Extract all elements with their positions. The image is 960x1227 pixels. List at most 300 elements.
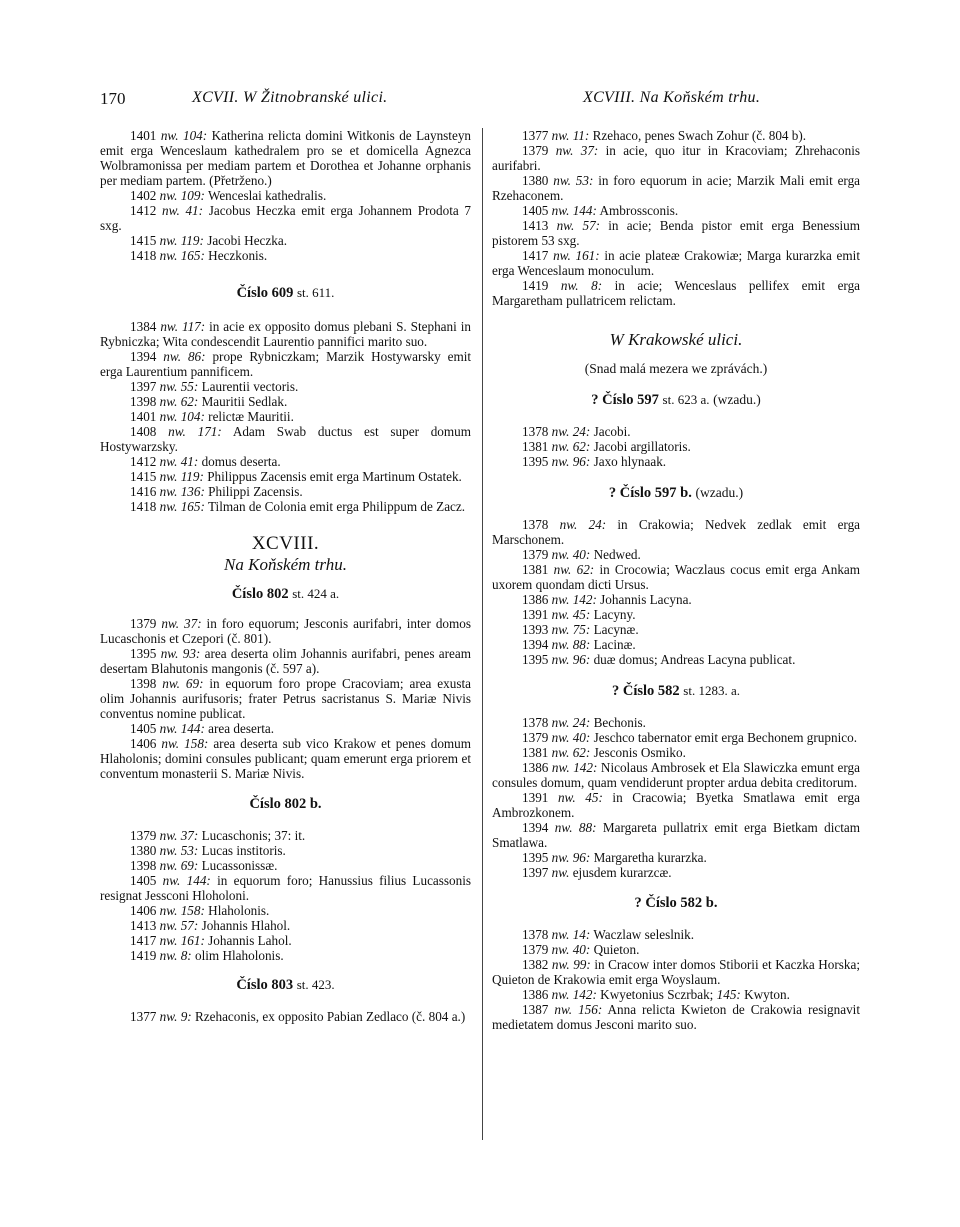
entry-abbrev: nw. bbox=[159, 843, 178, 858]
entry-abbrev: nw. bbox=[163, 349, 182, 364]
entry-year: 1380 bbox=[522, 173, 549, 188]
entry-abbrev: nw. bbox=[160, 128, 179, 143]
record-entry bbox=[492, 454, 860, 469]
entry-page-ref: 8: bbox=[180, 948, 192, 963]
entry-page-ref: 45: bbox=[572, 607, 591, 622]
entry-year: 1381 bbox=[522, 439, 549, 454]
record-entry bbox=[100, 646, 471, 676]
entry-abbrev: nw. bbox=[160, 646, 179, 661]
entry-year: 1401 bbox=[130, 128, 157, 143]
entry-abbrev: nw. bbox=[554, 1002, 573, 1017]
record-entry bbox=[100, 843, 471, 858]
entry-page-ref: 88: bbox=[572, 637, 591, 652]
entry-abbrev: nw. bbox=[551, 607, 570, 622]
entry-text: domus deserta. bbox=[201, 454, 281, 469]
entry-abbrev: nw. bbox=[161, 736, 180, 751]
entry-page-ref: 161: bbox=[575, 248, 600, 263]
entry-page-ref: 45: bbox=[585, 790, 603, 805]
entries-block bbox=[100, 319, 471, 514]
running-header bbox=[100, 89, 860, 113]
house-heading: Číslo 803 st. 423. bbox=[236, 977, 335, 993]
record-entry bbox=[100, 499, 471, 514]
record-entry bbox=[492, 745, 860, 760]
entry-page-ref: 142: bbox=[572, 987, 597, 1002]
entry-page-ref: 86: bbox=[187, 349, 206, 364]
entry-text: Kwyetonius Sczrbak; bbox=[600, 987, 714, 1002]
entry-abbrev: nw. bbox=[551, 547, 570, 562]
entry-page-ref: 136: bbox=[180, 484, 205, 499]
record-entry bbox=[492, 622, 860, 637]
entry-abbrev: nw. bbox=[551, 942, 570, 957]
entry-abbrev: nw. bbox=[551, 652, 570, 667]
entry-abbrev: nw. bbox=[551, 622, 570, 637]
entry-abbrev: nw. bbox=[551, 592, 570, 607]
record-entry bbox=[100, 484, 471, 499]
entry-page-ref: 62: bbox=[572, 745, 591, 760]
record-entry bbox=[492, 424, 860, 439]
entry-abbrev: nw. bbox=[553, 173, 571, 188]
entry-abbrev: nw. bbox=[159, 828, 178, 843]
entry-text: Nedwed. bbox=[593, 547, 641, 562]
record-entry bbox=[492, 439, 860, 454]
record-entry bbox=[492, 942, 860, 957]
entry-abbrev: nw. bbox=[551, 439, 570, 454]
entry-text: Jeschco tabernator emit erga Bechonem grupnico. bbox=[593, 730, 857, 745]
entry-page-ref: 8: bbox=[591, 278, 603, 293]
entry-page-ref: 156: bbox=[578, 1002, 603, 1017]
entry-text: Johannis Lacyna. bbox=[600, 592, 692, 607]
record-entry bbox=[100, 933, 471, 948]
record-entry bbox=[492, 865, 860, 880]
entry-year: 1416 bbox=[130, 484, 157, 499]
entry-year: 1398 bbox=[130, 676, 157, 691]
entry-abbrev: nw. bbox=[551, 424, 570, 439]
record-entry bbox=[492, 987, 860, 1002]
entry-page-ref: 96: bbox=[572, 652, 591, 667]
entry-text: Jesconis Osmiko. bbox=[593, 745, 686, 760]
entry-text: in foro equorum in acie; Marzik Mali emit erga Rzehaconem. bbox=[492, 173, 861, 203]
entry-page-ref: 104: bbox=[180, 409, 205, 424]
record-entry bbox=[492, 607, 860, 622]
chapter-number: XCVIII. bbox=[251, 533, 320, 554]
record-entry bbox=[100, 903, 471, 918]
entry-abbrev: nw. bbox=[159, 394, 178, 409]
entry-text: Bechonis. bbox=[593, 715, 646, 730]
entry-text: Quieton. bbox=[593, 942, 640, 957]
entry-text: in Cracow inter domos Stiborii et Kaczka Horska; Quieton de Krakowia emit erga Woyslaum. bbox=[492, 957, 861, 987]
entry-page-ref: 117: bbox=[181, 319, 206, 334]
entry-year: 1419 bbox=[522, 278, 549, 293]
entry-year: 1405 bbox=[522, 203, 549, 218]
entry-year: 1398 bbox=[130, 394, 157, 409]
entry-text: Lucaschonis; 37: it. bbox=[201, 828, 306, 843]
entry-year: 1418 bbox=[130, 499, 157, 514]
house-heading: ? Číslo 582 st. 1283. a. bbox=[612, 683, 740, 699]
record-entry bbox=[492, 652, 860, 667]
entry-text: Johannis Hlahol. bbox=[201, 918, 291, 933]
entry-text: in Cracowia; Byetka Smatlawa emit erga Ambrozkonem. bbox=[492, 790, 861, 820]
entry-page-ref: 9: bbox=[180, 1009, 192, 1024]
entries-block bbox=[100, 128, 471, 263]
entry-year: 1395 bbox=[130, 646, 157, 661]
record-entry bbox=[492, 128, 860, 143]
entry-abbrev: nw. bbox=[159, 233, 178, 248]
record-entry bbox=[100, 873, 471, 903]
entry-page-ref: 41: bbox=[185, 203, 204, 218]
entry-abbrev: nw. bbox=[551, 715, 570, 730]
entry-year: 1397 bbox=[130, 379, 157, 394]
entry-text: area deserta olim Johannis aurifabri, penes aream desertam Blahutonis mangonis (č. 597 a). bbox=[100, 646, 472, 676]
house-heading: ? Číslo 597 b. (wzadu.) bbox=[608, 485, 744, 501]
entry-text: in Crocowia; Waczlaus cocus emit erga Ankam uxorem quondam dicti Ursus. bbox=[492, 562, 861, 592]
entry-abbrev: nw. bbox=[551, 987, 570, 1002]
entry-year: 1408 bbox=[130, 424, 157, 439]
entry-text: area deserta. bbox=[208, 721, 275, 736]
house-heading: Číslo 609 st. 611. bbox=[236, 285, 335, 301]
entry-year: 1377 bbox=[130, 1009, 157, 1024]
entry-abbrev: nw. bbox=[159, 454, 178, 469]
entry-year: 1395 bbox=[522, 652, 549, 667]
entry-year: 1386 bbox=[522, 987, 549, 1002]
entry-page-ref: 40: bbox=[572, 730, 591, 745]
entry-abbrev: nw. bbox=[159, 918, 178, 933]
house-heading: Číslo 802 b. bbox=[249, 796, 322, 812]
entry-year: 1379 bbox=[522, 942, 549, 957]
record-entry bbox=[492, 562, 860, 592]
entry-text: Hlaholonis. bbox=[208, 903, 270, 918]
entry-text: relictæ Mauritii. bbox=[208, 409, 294, 424]
entry-year: 1391 bbox=[522, 790, 549, 805]
entry-page-ref: 69: bbox=[180, 858, 199, 873]
entry-text: Rzehaconis, ex opposito Pabian Zedlaco (č. 804 a.) bbox=[194, 1009, 466, 1024]
record-entry bbox=[492, 927, 860, 942]
record-entry bbox=[100, 409, 471, 424]
entry-year: 1394 bbox=[130, 349, 157, 364]
entry-page-ref: 171: bbox=[197, 424, 222, 439]
record-entry bbox=[100, 394, 471, 409]
entries-block bbox=[492, 424, 860, 469]
entry-page-ref: 145: bbox=[716, 987, 741, 1002]
entry-year: 1406 bbox=[130, 736, 157, 751]
entry-abbrev: nw. bbox=[161, 616, 180, 631]
entry-text: in Crakowia; Nedvek zedlak emit erga Marschonem. bbox=[492, 517, 861, 547]
entries-block bbox=[100, 1009, 471, 1024]
entry-page-ref: 24: bbox=[572, 715, 591, 730]
entry-text: Margaretha kurarzka. bbox=[593, 850, 707, 865]
entry-text: Jacobus Heczka emit erga Johannem Prodota 7 sxg. bbox=[100, 203, 471, 233]
entry-text: Johannis Lahol. bbox=[208, 933, 292, 948]
entry-abbrev: nw. bbox=[162, 873, 181, 888]
record-entry bbox=[492, 1002, 860, 1032]
entry-text: in foro equorum; Jesconis aurifabri, inter domos Lucaschonis et Czepori (č. 801). bbox=[100, 616, 471, 646]
entry-year: 1378 bbox=[522, 517, 549, 532]
record-entry bbox=[100, 828, 471, 843]
record-entry bbox=[492, 730, 860, 745]
entry-text: in acie plateæ Crakowiæ; Marga kurarzka emit erga Wenceslaum monoculum. bbox=[492, 248, 860, 278]
entry-abbrev: nw. bbox=[162, 676, 180, 691]
entry-page-ref: 57: bbox=[180, 918, 199, 933]
entry-year: 1395 bbox=[522, 454, 549, 469]
entry-text: Philippi Zacensis. bbox=[208, 484, 303, 499]
record-entry bbox=[492, 957, 860, 987]
entry-page-ref: 11: bbox=[572, 128, 590, 143]
entry-abbrev: nw. bbox=[159, 248, 178, 263]
record-entry bbox=[492, 790, 860, 820]
entry-abbrev: nw. bbox=[559, 517, 578, 532]
entry-page-ref: 109: bbox=[180, 188, 205, 203]
entry-abbrev: nw. bbox=[556, 218, 575, 233]
record-entry bbox=[100, 203, 471, 233]
record-entry bbox=[492, 547, 860, 562]
entry-page-ref: 88: bbox=[578, 820, 597, 835]
left-column bbox=[100, 128, 471, 1024]
entry-year: 1393 bbox=[522, 622, 549, 637]
entry-year: 1379 bbox=[130, 616, 157, 631]
entry-year: 1413 bbox=[130, 918, 157, 933]
entry-abbrev: nw. bbox=[551, 957, 570, 972]
entry-text: Ambrossconis. bbox=[599, 203, 679, 218]
entry-year: 1382 bbox=[522, 957, 549, 972]
record-entry bbox=[100, 858, 471, 873]
running-head-right: XCVIII. Na Koňském trhu. bbox=[583, 89, 761, 106]
entries-block bbox=[100, 828, 471, 963]
entry-year: 1378 bbox=[522, 715, 549, 730]
record-entry bbox=[100, 469, 471, 484]
record-entry bbox=[100, 676, 471, 721]
entry-year: 1406 bbox=[130, 903, 157, 918]
entry-page-ref: 144: bbox=[572, 203, 597, 218]
entry-text: Waczlaw seleslnik. bbox=[593, 927, 695, 942]
entry-page-ref: 75: bbox=[572, 622, 591, 637]
entry-text: prope Rybniczkam; Marzik Hostywarsky emit erga Laurentium pannificem. bbox=[100, 349, 472, 379]
entry-page-ref: 119: bbox=[180, 469, 204, 484]
entry-abbrev: nw. bbox=[159, 948, 178, 963]
entry-text: Adam Swab ductus est super domum Hostywarzsky. bbox=[100, 424, 472, 454]
entry-page-ref: 24: bbox=[588, 517, 607, 532]
entry-page-ref: 37: bbox=[184, 616, 202, 631]
record-entry bbox=[492, 592, 860, 607]
entry-text: in equorum foro prope Cracoviam; area exusta olim Johannis aurifusoris; frater Petrus sacristanus S. Mariæ Nivis conventus nomine publicat. bbox=[100, 676, 471, 721]
entry-year: 1413 bbox=[522, 218, 549, 233]
entry-page-ref: 96: bbox=[572, 850, 591, 865]
record-entry bbox=[492, 637, 860, 652]
entry-text: Mauritii Sedlak. bbox=[201, 394, 288, 409]
entry-page-ref: 62: bbox=[572, 439, 591, 454]
entry-page-ref: 144: bbox=[186, 873, 211, 888]
entry-page-ref: 119: bbox=[180, 233, 204, 248]
entry-page-ref: 14: bbox=[572, 927, 591, 942]
entry-abbrev: nw. bbox=[551, 865, 570, 880]
entry-page-ref: 165: bbox=[180, 499, 205, 514]
entry-page-ref: 37: bbox=[580, 143, 599, 158]
entry-abbrev: nw. bbox=[557, 790, 576, 805]
entry-page-ref: 53: bbox=[575, 173, 594, 188]
record-entry bbox=[492, 143, 860, 173]
entries-block bbox=[492, 128, 860, 308]
section-title: W Krakowské ulici. bbox=[609, 330, 743, 349]
entry-page-ref: 40: bbox=[572, 942, 591, 957]
entry-page-ref: 24: bbox=[572, 424, 591, 439]
entry-text: Lacyny. bbox=[593, 607, 636, 622]
entry-abbrev: nw. bbox=[551, 203, 570, 218]
entry-year: 1415 bbox=[130, 469, 157, 484]
house-heading: ? Číslo 597 st. 623 a. (wzadu.) bbox=[591, 392, 761, 408]
entry-page-ref: 37: bbox=[180, 828, 199, 843]
right-column bbox=[492, 128, 860, 1032]
entry-year: 1417 bbox=[130, 933, 157, 948]
entry-text: Philippus Zacensis emit erga Martinum Ostatek. bbox=[207, 469, 462, 484]
entry-text: in acie ex opposito domus plebani S. Stephani in Rybniczka; Wita condescendit Laurentio pannifici marito suo. bbox=[100, 319, 471, 349]
entry-abbrev: nw. bbox=[553, 562, 572, 577]
entry-year: 1384 bbox=[130, 319, 157, 334]
entry-page-ref: 41: bbox=[180, 454, 199, 469]
record-entry bbox=[100, 948, 471, 963]
record-entry bbox=[492, 517, 860, 547]
entry-text: Jacobi. bbox=[593, 424, 631, 439]
entry-text: Margareta pullatrix emit erga Bietkam dictam Smatlawa. bbox=[492, 820, 861, 850]
editorial-note: (Snad malá mezera we zprávách.) bbox=[584, 361, 768, 376]
page-number: 170 bbox=[100, 89, 126, 108]
house-heading: Číslo 802 st. 424 a. bbox=[231, 586, 340, 602]
entry-page-ref: 104: bbox=[182, 128, 208, 143]
record-entry bbox=[492, 203, 860, 218]
entry-text: Heczkonis. bbox=[208, 248, 268, 263]
entry-page-ref: 69: bbox=[185, 676, 204, 691]
entry-page-ref: 62: bbox=[576, 562, 595, 577]
entry-year: 1412 bbox=[130, 203, 157, 218]
record-entry bbox=[100, 454, 471, 469]
entry-abbrev: nw. bbox=[555, 143, 574, 158]
entry-year: 1405 bbox=[130, 873, 157, 888]
entry-year: 1379 bbox=[522, 143, 549, 158]
entry-year: 1379 bbox=[130, 828, 157, 843]
entry-text: area deserta sub vico Krakow et penes domum Hlaholonis; domini consules publicant; quam emerunt erga priorem et conventum monasterii S. Mariæ Nivis. bbox=[100, 736, 472, 781]
house-heading: ? Číslo 582 b. bbox=[634, 895, 718, 911]
entry-abbrev: nw. bbox=[553, 248, 571, 263]
entry-year: 1401 bbox=[130, 409, 157, 424]
entry-page-ref: 40: bbox=[572, 547, 591, 562]
entry-text: in acie; Wenceslaus pellifex emit erga Margaretham pullatricem relictam. bbox=[492, 278, 861, 308]
entry-abbrev: nw. bbox=[551, 730, 570, 745]
entry-page-ref: 161: bbox=[180, 933, 205, 948]
entry-text: Anna relicta Kwieton de Crakowia resignavit medietatem domus Jesconi marito suo. bbox=[492, 1002, 861, 1032]
entry-abbrev: nw. bbox=[160, 319, 179, 334]
entry-year: 1379 bbox=[522, 547, 549, 562]
entry-abbrev: nw. bbox=[159, 484, 178, 499]
entry-text: duæ domus; Andreas Lacyna publicat. bbox=[593, 652, 796, 667]
entry-abbrev: nw. bbox=[551, 760, 570, 775]
entry-text: Kwyton. bbox=[744, 987, 790, 1002]
entry-abbrev: nw. bbox=[551, 637, 570, 652]
entry-text: in acie; Benda pistor emit erga Benessium pistorem 53 sxg. bbox=[492, 218, 860, 248]
record-entry bbox=[100, 349, 471, 379]
entry-year: 1417 bbox=[522, 248, 549, 263]
entry-year: 1395 bbox=[522, 850, 549, 865]
record-entry bbox=[492, 850, 860, 865]
entry-text: Tilman de Colonia emit erga Philippum de Zacz. bbox=[207, 499, 466, 514]
entry-abbrev: nw. bbox=[551, 454, 570, 469]
record-entry bbox=[100, 248, 471, 263]
entry-text: Lacinæ. bbox=[593, 637, 636, 652]
record-entry bbox=[492, 715, 860, 730]
record-entry bbox=[100, 736, 471, 781]
entry-text: Jacobi argillatoris. bbox=[593, 439, 691, 454]
entry-abbrev: nw. bbox=[159, 409, 178, 424]
record-entry bbox=[100, 319, 471, 349]
entry-page-ref: 96: bbox=[572, 454, 591, 469]
entry-text: Lucassonissæ. bbox=[201, 858, 278, 873]
entry-year: 1415 bbox=[130, 233, 157, 248]
entry-year: 1398 bbox=[130, 858, 157, 873]
entry-text: in equorum foro; Hanussius filius Lucassonis resignat Jessconi Hloholoni. bbox=[100, 873, 472, 903]
entry-text: Lacynæ. bbox=[593, 622, 639, 637]
entry-page-ref: 165: bbox=[180, 248, 205, 263]
entry-text: Jacobi Heczka. bbox=[207, 233, 288, 248]
record-entry bbox=[492, 820, 860, 850]
entry-abbrev: nw. bbox=[551, 128, 570, 143]
entry-text: Rzehaco, penes Swach Zohur (č. 804 b). bbox=[592, 128, 807, 143]
entry-year: 1397 bbox=[522, 865, 549, 880]
entry-year: 1394 bbox=[522, 637, 549, 652]
entry-page-ref: 142: bbox=[572, 592, 597, 607]
entry-year: 1386 bbox=[522, 592, 549, 607]
entry-text: Laurentii vectoris. bbox=[201, 379, 299, 394]
entry-text: Katherina relicta domini Witkonis de Laynsteyn emit erga Wenceslaum kathedralem pro se et domicella Agnezca Wolbramonissa per mediam partem et Dorothea et Johanne orphanis per mediam partem. (Přetrženo.) bbox=[100, 128, 472, 188]
entry-abbrev: nw. bbox=[162, 203, 180, 218]
entry-abbrev: nw. bbox=[560, 278, 579, 293]
entry-page-ref: 53: bbox=[180, 843, 199, 858]
record-entry bbox=[492, 760, 860, 790]
running-head-left: XCVII. W Žitnobranské ulici. bbox=[192, 89, 388, 106]
entry-year: 1412 bbox=[130, 454, 157, 469]
entry-year: 1394 bbox=[522, 820, 549, 835]
record-entry bbox=[100, 233, 471, 248]
entry-year: 1381 bbox=[522, 562, 549, 577]
entry-abbrev: nw. bbox=[159, 858, 178, 873]
entry-text: ejusdem kurarzcæ. bbox=[572, 865, 672, 880]
entries-block bbox=[492, 517, 860, 667]
entry-year: 1419 bbox=[130, 948, 157, 963]
record-entry bbox=[100, 721, 471, 736]
record-entry bbox=[100, 1009, 471, 1024]
entry-year: 1387 bbox=[522, 1002, 549, 1017]
entry-text: in acie, quo itur in Kracoviam; Zhrehaconis aurifabri. bbox=[492, 143, 861, 173]
entry-abbrev: nw. bbox=[159, 379, 178, 394]
entry-page-ref: 57: bbox=[582, 218, 601, 233]
entry-page-ref: 93: bbox=[182, 646, 201, 661]
record-entry bbox=[100, 616, 471, 646]
entry-abbrev: nw. bbox=[159, 469, 178, 484]
entry-abbrev: nw. bbox=[159, 721, 178, 736]
entry-year: 1378 bbox=[522, 424, 549, 439]
record-entry bbox=[100, 188, 471, 203]
entry-abbrev: nw. bbox=[159, 499, 178, 514]
entry-page-ref: 99: bbox=[573, 957, 591, 972]
entry-page-ref: 144: bbox=[180, 721, 205, 736]
entry-abbrev: nw. bbox=[159, 933, 178, 948]
record-entry bbox=[492, 248, 860, 278]
entry-year: 1405 bbox=[130, 721, 157, 736]
record-entry bbox=[100, 424, 471, 454]
column-divider bbox=[482, 128, 483, 1140]
entry-year: 1402 bbox=[130, 188, 157, 203]
record-entry bbox=[492, 218, 860, 248]
entry-abbrev: nw. bbox=[551, 850, 570, 865]
entries-block bbox=[492, 927, 860, 1032]
entry-year: 1379 bbox=[522, 730, 549, 745]
entry-abbrev: nw. bbox=[551, 745, 570, 760]
entry-text: olim Hlaholonis. bbox=[194, 948, 284, 963]
